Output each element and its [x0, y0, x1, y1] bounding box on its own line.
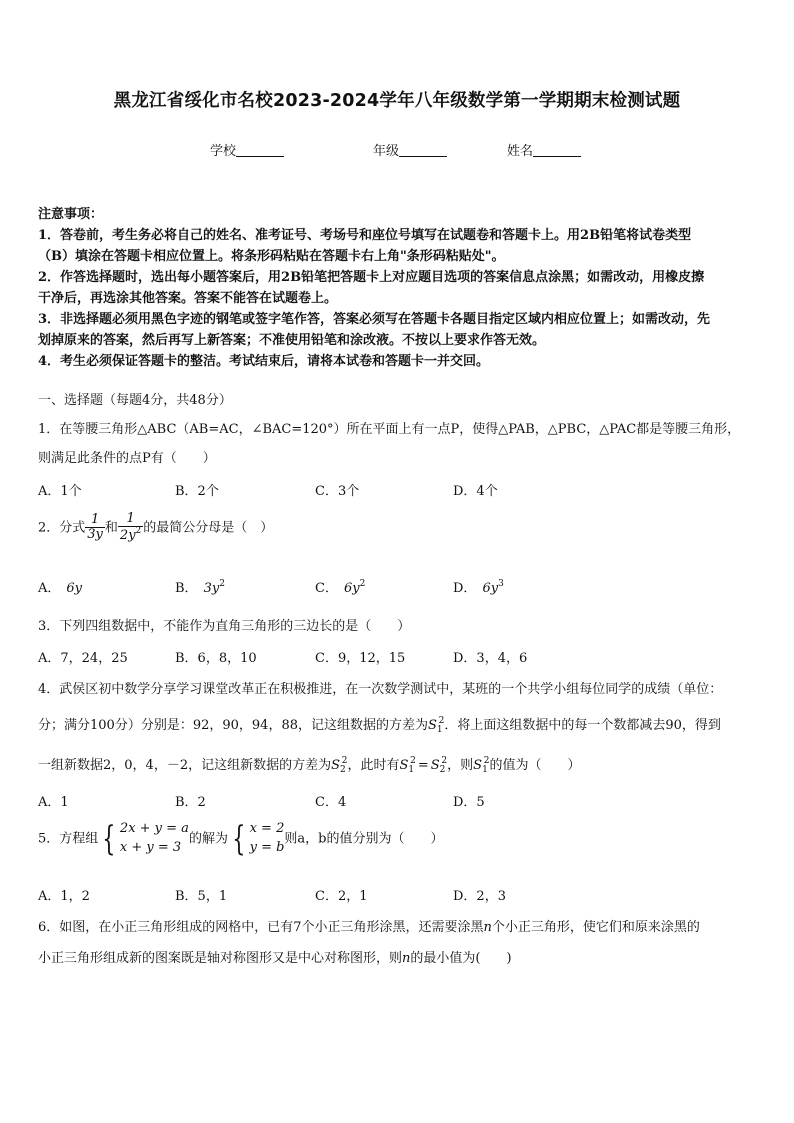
- question-4-line2: [38, 714, 721, 735]
- section-heading: 一、选择题（每题4分，共48分）: [38, 393, 232, 408]
- q5-sol2: y = b: [249, 839, 285, 855]
- q4-line2b: ．将上面这组数据中的每一个数都减去90，得到: [444, 718, 721, 733]
- q4-s2-var: S: [331, 758, 340, 773]
- q4-eq-s2-sub: 2: [439, 765, 446, 775]
- notice-line: 3．非选择题必须用黑色字迹的钢笔或签字笔作答，答案必须写在答题卡各题目指定区域内相应位置上；如需改动，先: [38, 312, 711, 327]
- q5-brace-2: {: [232, 818, 246, 859]
- q1-option-a[interactable]: A．1个: [38, 484, 82, 499]
- q2-frac1-den: 3y: [87, 527, 103, 543]
- q6-line1b: 个小正三角形，使它们和原来涂黑的: [491, 920, 700, 935]
- question-1-line1: 1．在等腰三角形△ABC（AB=AC，∠BAC=120°）所在平面上有一点P，使得△PAB，△PBC，△PAC都是等腰三角形，: [38, 422, 741, 437]
- name-label: 姓名: [507, 144, 534, 159]
- question-3: 3．下列四组数据中，不能作为直角三角形的三边长的是（ ）: [38, 619, 411, 634]
- q4-eq-s1-var: S: [399, 758, 409, 773]
- question-5: [38, 820, 444, 858]
- school-blank[interactable]: [236, 143, 284, 157]
- q6-var-n-2: n: [402, 951, 411, 966]
- notice-line: （B）填涂在答题卡相应位置上。将条形码粘贴在答题卡右上角"条形码粘贴处"。: [38, 249, 505, 264]
- q4-eq-s2-sq: 2: [441, 756, 448, 766]
- notice-line: 1．答卷前，考生务必将自己的姓名、准考证号、考场号和座位号填写在试题卷和答题卡上。用2B铅笔将试卷类型: [38, 228, 692, 243]
- q2-frac2-den-base: 2y: [119, 528, 136, 544]
- q2-frac2-num: 1: [118, 512, 143, 527]
- q5-solution: [250, 820, 285, 858]
- q5-eq2: x + y = 3: [119, 839, 182, 855]
- q1-option-c[interactable]: C．3个: [315, 484, 360, 499]
- q4-s1-var: S: [427, 718, 437, 733]
- name-blank[interactable]: [533, 143, 581, 157]
- q3-option-b[interactable]: B．6，8，10: [175, 651, 257, 666]
- q4-eq-s1-sq: 2: [410, 756, 416, 766]
- q4-line2a: 分；满分100分）分别是：92，90，94，88，记这组数据的方差为: [38, 718, 428, 733]
- question-1-line2: 则满足此条件的点P有（ ）: [38, 451, 216, 466]
- q4-s1-sub: 1: [436, 725, 443, 735]
- q3-option-c[interactable]: C．9，12，15: [315, 651, 406, 666]
- q2-fraction-1: [85, 513, 105, 543]
- notice-heading: 注意事项：: [38, 207, 104, 222]
- q4-equals: =: [417, 758, 429, 773]
- q2-option-b[interactable]: [175, 577, 225, 596]
- grade-blank[interactable]: [399, 143, 447, 157]
- q3-option-d[interactable]: D．3，4，6: [453, 651, 528, 666]
- q6-line2b: 的最小值为( ): [410, 951, 512, 966]
- question-2: [38, 512, 273, 544]
- q2-option-a-value: 6y: [66, 581, 83, 596]
- q5-option-d[interactable]: D．2，3: [453, 889, 506, 904]
- q2-prefix: 2．分式: [38, 520, 86, 536]
- q1-option-b[interactable]: B．2个: [175, 484, 219, 499]
- grade-field: [373, 140, 447, 159]
- q2-option-b-exp: 2: [219, 579, 225, 589]
- q2-suffix: 的最简公分母是（ ）: [143, 520, 274, 536]
- q2-frac2-den-exp: 2: [135, 526, 142, 537]
- q2-option-d-label: D．: [453, 581, 477, 596]
- question-4-line3: [38, 754, 581, 775]
- q2-option-d-exp: 3: [498, 579, 504, 589]
- notice-line: 干净后，再选涂其他答案。答案不能答在试题卷上。: [38, 291, 338, 306]
- q2-option-a[interactable]: [38, 577, 82, 596]
- question-4-line1: 4．武侯区初中数学分享学习课堂改革正在积极推进，在一次数学测试中，某班的一个共学小组每位同学的成绩（单位：: [38, 682, 723, 697]
- name-field: [507, 140, 581, 159]
- grade-label: 年级: [373, 144, 400, 159]
- q5-eq1: 2x + y = a: [119, 821, 189, 836]
- q2-fraction-2: [118, 512, 143, 544]
- q4-line3c: ，则: [447, 758, 474, 773]
- school-label: 学校: [210, 144, 237, 159]
- page-title: 黑龙江省绥化市名校2023-2024学年八年级数学第一学期期末检测试题: [113, 91, 681, 111]
- q6-var-n: n: [483, 920, 492, 935]
- q5-option-a[interactable]: A．1，2: [38, 889, 90, 904]
- school-field: [210, 140, 284, 159]
- q4-line3a: 一组新数据2，0，4，－2，记这组新数据的方差为: [38, 758, 332, 773]
- q5-suffix: 则a，b的值分别为（ ）: [284, 831, 444, 847]
- q4-option-c[interactable]: C．4: [315, 795, 347, 810]
- q5-option-c[interactable]: C．2，1: [315, 889, 368, 904]
- q6-line2a: 小正三角形组成新的图案既是轴对称图形又是中心对称图形，则: [38, 951, 403, 966]
- q4-line3d: 的值为（ ）: [489, 758, 581, 773]
- q4-option-a[interactable]: A．1: [38, 795, 69, 810]
- q4-ans-s1-sq: 2: [483, 756, 490, 766]
- q2-option-c-value: 6y: [343, 581, 360, 596]
- q2-option-c[interactable]: [315, 577, 365, 596]
- q4-line3b: ，此时有: [347, 758, 400, 773]
- notice-line: 4．考生必须保证答题卡的整洁。考试结束后，请将本试卷和答题卡一并交回。: [38, 354, 490, 369]
- q6-line1a: 6．如图，在小正三角形组成的网格中，已有7个小正三角形涂黑，还需要涂黑: [38, 920, 484, 935]
- q1-option-d[interactable]: D．4个: [453, 484, 498, 499]
- q4-ans-s1-var: S: [473, 758, 483, 773]
- q4-s2-sub: 2: [340, 765, 346, 775]
- q2-option-c-exp: 2: [359, 579, 366, 589]
- q4-eq-s1-sub: 1: [408, 765, 415, 775]
- q2-frac1-num: 1: [85, 513, 105, 528]
- q5-system: [120, 820, 189, 858]
- q2-option-a-label: A．: [38, 581, 61, 596]
- q5-option-b[interactable]: B．5，1: [175, 889, 228, 904]
- q4-eq-s2-var: S: [430, 758, 440, 773]
- question-6-line2: [38, 947, 512, 966]
- q4-option-b[interactable]: B．2: [175, 795, 206, 810]
- q3-option-a[interactable]: A．7，24，25: [38, 651, 128, 666]
- question-6-line1: [38, 916, 700, 935]
- q2-option-d-value: 6y: [482, 581, 499, 596]
- q4-option-d[interactable]: D．5: [453, 795, 485, 810]
- q2-option-c-label: C．: [315, 581, 338, 596]
- q5-mid: 的解为: [188, 831, 228, 847]
- q2-frac2-den: [118, 527, 143, 543]
- q4-s1-sq: 2: [438, 716, 445, 726]
- q5-sol1: x = 2: [249, 821, 285, 836]
- notice-line: 划掉原来的答案，然后再写上新答案；不准使用铅笔和涂改液。不按以上要求作答无效。: [38, 333, 546, 348]
- q5-prefix: 5．方程组: [38, 831, 99, 847]
- q5-brace-1: {: [102, 818, 116, 859]
- q2-option-b-label: B．: [175, 581, 198, 596]
- q2-mid: 和: [104, 520, 118, 536]
- notice-line: 2．作答选择题时，选出每小题答案后，用2B铅笔把答题卡上对应题目选项的答案信息点涂黑；如需改动，用橡皮擦: [38, 270, 705, 285]
- q4-ans-s1-sub: 1: [482, 765, 488, 775]
- q2-option-d[interactable]: [453, 577, 504, 596]
- q2-option-b-value: 3y: [203, 581, 220, 596]
- q4-s2-sq: 2: [341, 756, 348, 766]
